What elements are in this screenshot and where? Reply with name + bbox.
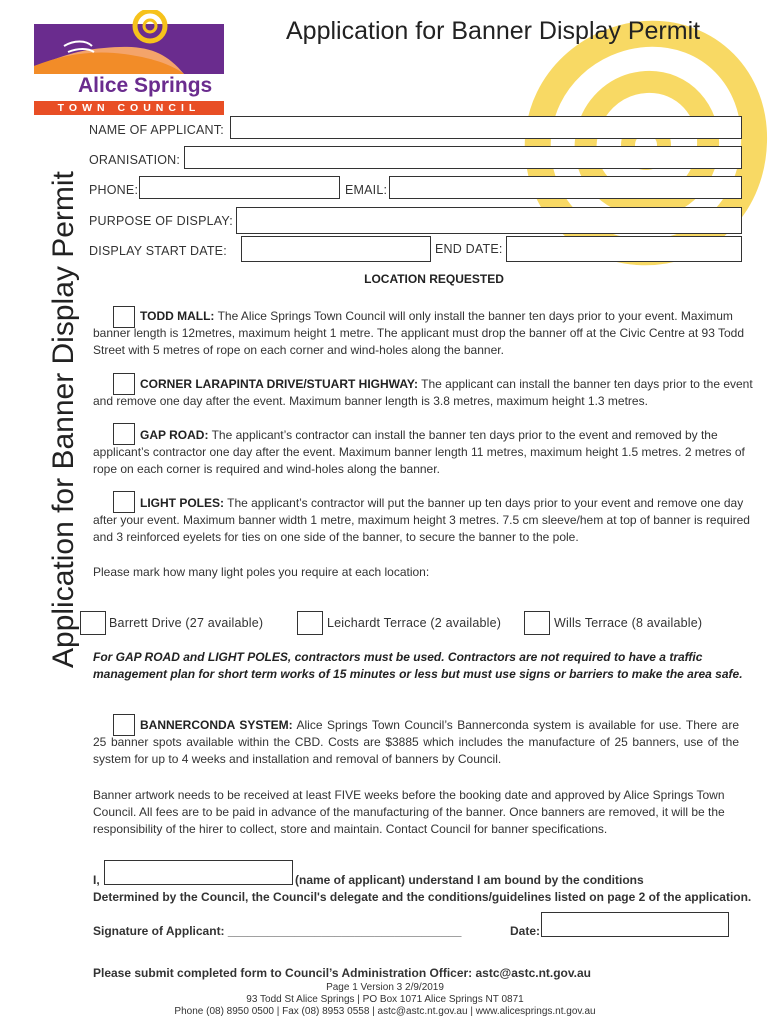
larapinta-title: CORNER LARAPINTA DRIVE/STUART HIGHWAY: (140, 377, 419, 391)
end-date-input[interactable] (506, 236, 742, 262)
logo-sub: TOWN COUNCIL (57, 102, 201, 114)
footer-page: Page 1 Version 3 2/9/2019 (326, 982, 444, 993)
purpose-input[interactable] (236, 207, 742, 234)
date-input[interactable] (541, 912, 729, 937)
contractor-note: For GAP ROAD and LIGHT POLES, contractors must be used. Contractors are not required to have a traffic management plan for short term works of 15 minutes or less but must use signs or barriers to make the area safe. (93, 650, 743, 681)
todd-mall-section (93, 308, 758, 359)
side-title: Application for Banner Display Permit (47, 171, 80, 668)
start-date-input[interactable] (241, 236, 431, 262)
location-heading: LOCATION REQUESTED (364, 272, 504, 286)
bannerconda-section (93, 717, 739, 768)
logo-graphic-icon (34, 10, 226, 76)
declaration-i: I, (93, 873, 100, 887)
wills-terrace-checkbox[interactable] (524, 611, 550, 635)
council-logo (34, 10, 226, 118)
bannerconda-title: BANNERCONDA SYSTEM: (140, 718, 293, 732)
declaration-name-input[interactable] (104, 860, 293, 885)
larapinta-section (93, 376, 758, 410)
email-label: EMAIL: (345, 183, 388, 197)
email-input[interactable] (389, 176, 742, 199)
bannerconda-text: Alice Springs Town Council’s Bannerconda system is available for use. There are 25 banner spots available within the CBD. Costs are $3885 which includes the manufacture of 25 banners, use of the system for up to 4 weeks and installation and removal of banners by Council. (93, 718, 740, 766)
purpose-label: PURPOSE OF DISPLAY: (89, 214, 233, 228)
end-date-label: END DATE: (435, 242, 503, 256)
phone-input[interactable] (139, 176, 340, 199)
barrett-drive-label: Barrett Drive (27 available) (109, 616, 264, 630)
wills-terrace-label: Wills Terrace (8 available) (554, 616, 703, 630)
artwork-note: Banner artwork needs to be received at least FIVE weeks before the booking date and approved by Alice Springs Town Council. All fees are to be paid in advance of the manufacturing of the banner. Once banners are removed, it will be the responsibility of the hirer to collect, store and maintain. Contact Council for banner specifications. (93, 788, 725, 836)
logo-council-bar (34, 101, 224, 115)
phone-label: PHONE: (89, 183, 139, 197)
gap-road-section (93, 427, 758, 478)
todd-mall-text: The Alice Springs Town Council will only install the banner ten days prior to your event. Maximum banner length is 12metres, maximum height 1 metre. The applicant must drop the banner off at the Civic Centre at 93 Todd Street with 5 metres of rope on each corner and wind-holes along the banner. (93, 309, 745, 357)
name-label: NAME OF APPLICANT: (89, 123, 224, 137)
name-input[interactable] (230, 116, 742, 139)
logo-name: Alice Springs (78, 74, 213, 97)
organisation-label: ORANISATION: (89, 153, 181, 167)
declaration-after-name: (name of applicant) understand I am bound by the conditions (295, 873, 644, 887)
organisation-input[interactable] (184, 146, 742, 169)
barrett-drive-checkbox[interactable] (80, 611, 106, 635)
signature-line[interactable]: Signature of Applicant: ___________________________________ (93, 924, 462, 938)
poles-prompt: Please mark how many light poles you require at each location: (93, 565, 430, 579)
gap-road-title: GAP ROAD: (140, 428, 209, 442)
page-title: Application for Banner Display Permit (286, 17, 701, 45)
light-poles-section (93, 495, 758, 546)
light-poles-title: LIGHT POLES: (140, 496, 224, 510)
light-poles-text: The applicant’s contractor will put the banner up ten days prior to your event and remove one day after your event. Maximum banner width 1 metre, maximum height 3 metres. 7.5 cm sleeve/hem at top of banner is required and 3 reinforced eyelets for ties on one side of the banner, to secure the banner to the pole. (93, 496, 750, 544)
footer-address: 93 Todd St Alice Springs | PO Box 1071 Alice Springs NT 0871 (246, 994, 524, 1005)
larapinta-text: The applicant can install the banner ten days prior to the event and remove one day after the event. Maximum banner length is 3.8 metres, maximum height 1.3 metres. (93, 377, 753, 408)
submit-note: Please submit completed form to Council’s Administration Officer: astc@astc.nt.gov.au (93, 966, 592, 980)
leichardt-terrace-checkbox[interactable] (297, 611, 323, 635)
date-label: Date: (510, 924, 541, 938)
todd-mall-title: TODD MALL: (140, 309, 215, 323)
footer-contact: Phone (08) 8950 0500 | Fax (08) 8953 0558 | astc@astc.nt.gov.au | www.alicesprings.nt.gov.au (174, 1006, 596, 1017)
start-date-label: DISPLAY START DATE: (89, 244, 227, 258)
gap-road-text: The applicant’s contractor can install the banner ten days prior to the event and removed by the applicant’s contractor one day after the event. Maximum banner length 11 metres, maximum height 1.5 metres. 2 metres of rope on each corner is required and wind-holes along the banner. (93, 428, 745, 476)
leichardt-terrace-label: Leichardt Terrace (2 available) (327, 616, 502, 630)
declaration-line2: Determined by the Council, the Council's delegate and the conditions/guidelines listed on page 2 of the application. (93, 890, 752, 904)
